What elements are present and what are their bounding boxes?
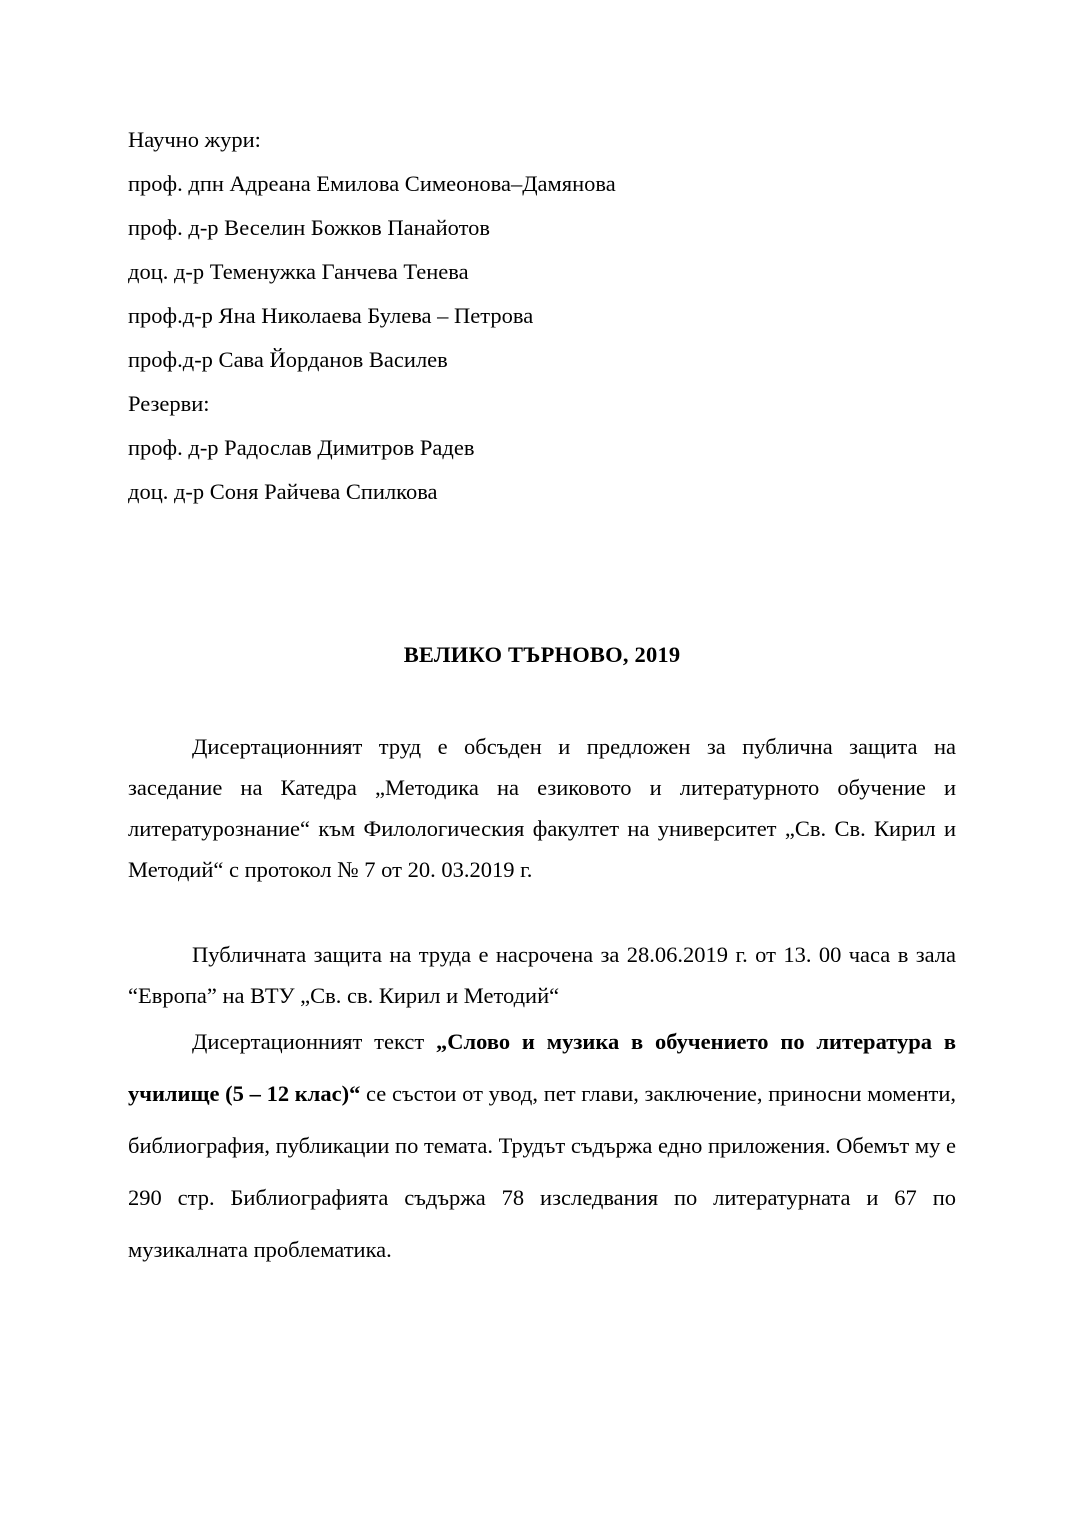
jury-heading: Научно жури: — [128, 127, 261, 152]
structure-rest: се състои от увод, пет глави, заключение, приносни моменти, библиография, публикации по темата. Трудът съдържа едно приложения. Обемът му е 290 стр. Библиографията съдържа 78 изследвания по литературната и 67 по музикалната проблематика. — [128, 1081, 957, 1262]
jury-member: проф. дпн Адреана Емилова Симеонова–Дамянова — [128, 171, 616, 196]
jury-member: проф.д-р Сава Йорданов Василев — [128, 347, 448, 372]
dissertation-title: „Слово и музика в обучението по литература в училище (5 – 12 клас)“ — [128, 1029, 956, 1106]
reserves-heading: Резерви: — [128, 391, 210, 416]
paragraph-discussion: Дисертационният труд е обсъден и предложен за публична защита на заседание на Катедра „Методика на езиковото и литературното обучение и литературознание“ към Филологическия факултет на университет „Св. Св. Кирил и Методий“ с протокол № 7 от 20. 03.2019 г. — [128, 734, 956, 882]
structure-prefix: Дисертационният текст — [192, 1029, 437, 1054]
reserve-member: проф. д-р Радослав Димитров Радев — [128, 435, 475, 460]
spacer — [128, 514, 956, 642]
place-year-heading: ВЕЛИКО ТЪРНОВО, 2019 — [403, 642, 681, 667]
paragraph-defense: Публичната защита на труда е насрочена за 28.06.2019 г. от 13. 00 часа в зала “Европа” на ВТУ „Св. св. Кирил и Методий“ — [128, 942, 956, 1008]
paragraph-structure — [128, 1016, 956, 1276]
spacer — [128, 668, 956, 726]
spacer — [128, 890, 956, 934]
jury-member: проф.д-р Яна Николаева Булева – Петрова — [128, 303, 534, 328]
document-body — [128, 118, 956, 1276]
jury-member: доц. д-р Теменужка Ганчева Тенева — [128, 259, 469, 284]
jury-member: проф. д-р Веселин Божков Панайотов — [128, 215, 491, 240]
jury-section — [128, 118, 956, 514]
reserve-member: доц. д-р Соня Райчева Спилкова — [128, 479, 438, 504]
